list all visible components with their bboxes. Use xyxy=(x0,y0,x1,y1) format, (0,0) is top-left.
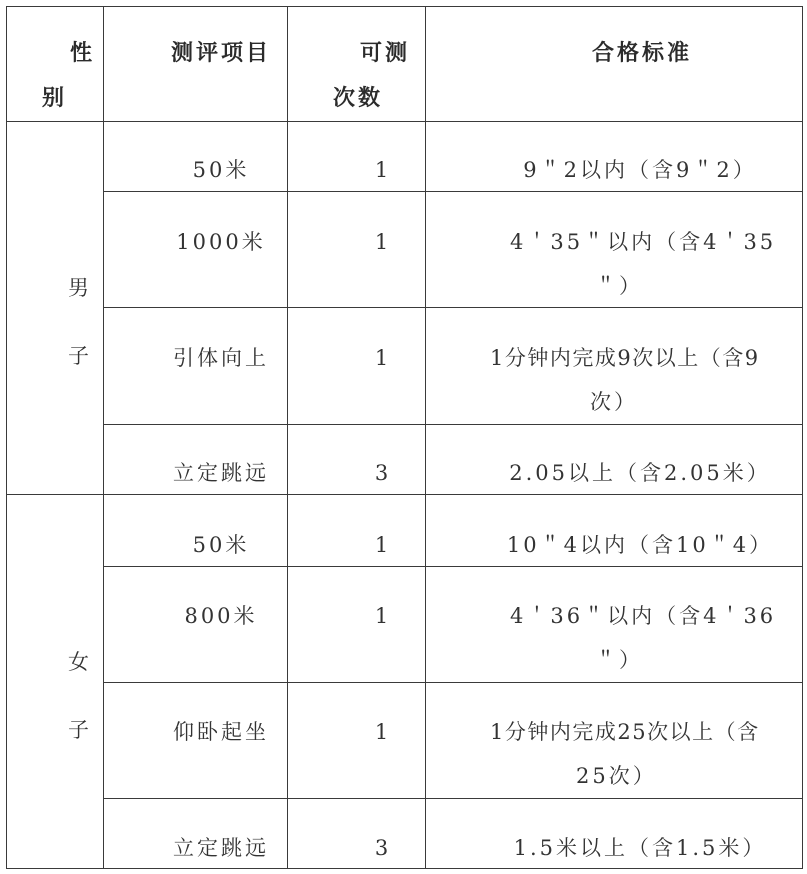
header-standard: 合格标准 xyxy=(592,41,693,66)
item-cell: 立定跳远 xyxy=(173,461,269,485)
header-gender-line1: 性 xyxy=(70,41,96,66)
item-cell: 50米 xyxy=(192,533,250,557)
standard-cell: 1分钟内完成25次以上（含 xyxy=(490,720,760,744)
times-cell: 1 xyxy=(374,720,392,744)
item-cell: 仰卧起坐 xyxy=(173,720,269,744)
times-cell: 1 xyxy=(374,230,392,254)
standard-cell-wrap: ＂） xyxy=(595,648,643,672)
header-divider xyxy=(6,121,803,122)
gender-male-line1: 男 xyxy=(68,276,92,300)
times-cell: 1 xyxy=(374,604,392,628)
standard-cell: 1分钟内完成9次以上（含9 xyxy=(490,346,760,370)
header-gender-line2: 别 xyxy=(42,86,68,111)
table-border-top xyxy=(6,6,803,7)
standard-cell: 10＂4以内（含10＂4） xyxy=(506,533,774,557)
header-item: 测评项目 xyxy=(171,41,272,66)
item-cell: 800米 xyxy=(184,604,258,628)
gender-male-line2: 子 xyxy=(68,344,92,368)
header-times-line1: 可测 xyxy=(360,41,411,66)
item-cell: 引体向上 xyxy=(173,346,269,370)
standard-cell: 1.5米以上（含1.5米） xyxy=(513,836,767,860)
row-divider xyxy=(103,307,803,308)
times-cell: 3 xyxy=(374,836,392,860)
row-divider xyxy=(103,424,803,425)
item-cell: 立定跳远 xyxy=(173,836,269,860)
standard-cell: 4＇35＂以内（含4＇35 xyxy=(510,230,777,254)
row-divider xyxy=(103,191,803,192)
item-cell: 1000米 xyxy=(176,230,266,254)
table-border-bottom xyxy=(6,868,803,869)
standard-cell: 9＂2以内（含9＂2） xyxy=(523,158,757,182)
times-cell: 1 xyxy=(374,158,392,182)
table-border-left xyxy=(6,6,7,869)
row-divider xyxy=(103,682,803,683)
standard-cell: 2.05以上（含2.05米） xyxy=(509,461,771,485)
row-divider xyxy=(103,566,803,567)
standard-cell-wrap: 次） xyxy=(590,390,638,414)
header-times-line2: 次数 xyxy=(333,86,384,111)
table-border-right xyxy=(802,6,803,869)
times-cell: 3 xyxy=(374,461,392,485)
times-cell: 1 xyxy=(374,346,392,370)
times-cell: 1 xyxy=(374,533,392,557)
row-divider xyxy=(103,798,803,799)
gender-female-line2: 子 xyxy=(68,718,92,742)
standard-cell-wrap: 25次） xyxy=(576,764,657,788)
gender-female-line1: 女 xyxy=(68,650,92,674)
standard-cell: 4＇36＂以内（含4＇36 xyxy=(510,604,777,628)
item-cell: 50米 xyxy=(192,158,250,182)
group-divider xyxy=(6,494,803,495)
standard-cell-wrap: ＂） xyxy=(595,274,643,298)
